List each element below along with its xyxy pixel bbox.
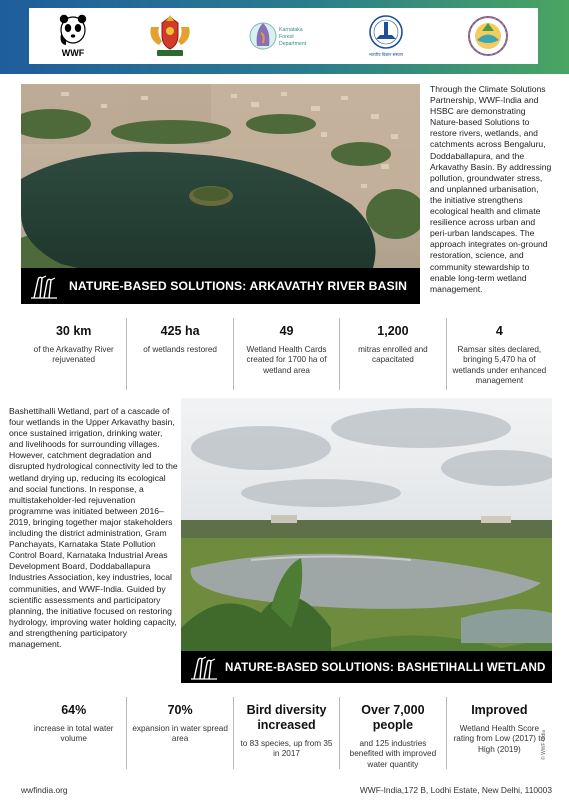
footer-address: WWF-India,172 B, Lodhi Estate, New Delhi, 110003 (359, 785, 552, 795)
stat-value: 49 (279, 324, 294, 338)
section2-stats (21, 697, 552, 769)
stat-item (127, 697, 233, 769)
partner-circular-logo (465, 12, 511, 60)
svg-text:Karnataka: Karnataka (279, 27, 304, 33)
stat-item (447, 318, 552, 390)
svg-text:Department: Department (279, 41, 307, 47)
stat-value: Improved (471, 703, 528, 717)
section2-title: NATURE-BASED SOLUTIONS: BASHETIHALLI WETLAND (225, 660, 546, 674)
svg-text:Forest: Forest (279, 34, 295, 40)
section1-stats (21, 318, 552, 390)
stat-item (234, 318, 340, 390)
heron-icon (189, 653, 219, 681)
stat-label: of wetlands restored (143, 345, 217, 354)
photo-credit: © WWF-India (541, 729, 547, 760)
stat-value: 1,200 (377, 324, 409, 338)
indian-institute-of-science-logo (362, 12, 410, 60)
stat-value: Bird diversity increased (246, 703, 327, 732)
stat-label: mitras enrolled and capacitated (358, 345, 428, 365)
stat-label: expansion in water spread area (132, 724, 228, 744)
header-band (0, 0, 569, 74)
stat-item (340, 697, 446, 769)
stat-item (340, 318, 446, 390)
stat-value: 64% (61, 703, 87, 717)
stat-label: Ramsar sites declared, bringing 5,470 ha of wetlands under enhanced management (452, 345, 547, 386)
stat-item (127, 318, 233, 390)
section1-caption-bar (21, 268, 420, 304)
stat-value: Over 7,000 people (361, 703, 425, 732)
svg-text:WWF: WWF (62, 48, 85, 58)
bashetihalli-wetland-photo (181, 398, 552, 683)
section2-caption-bar (181, 651, 552, 683)
stat-value: 425 ha (160, 324, 200, 338)
footer-website: wwfindia.org (21, 785, 68, 795)
stat-item (234, 697, 340, 769)
stat-value: 70% (167, 703, 193, 717)
svg-text:भारतीय विज्ञान संस्थान: भारतीय विज्ञान संस्थान (368, 52, 404, 57)
section1-intro-text: Through the Climate Solutions Partnership, WWF-India and HSBC are demonstrating Nature-based Solutions to restore rivers, wetlands, and catchments across Bengaluru, Doddaballapura, and the Arkavathy Basin. By addressing pollution, groundwater stress, and unplanned urbanisation, the initiative strengthens ecological health and climate resilience across urban and peri-urban landscapes. The approach integrates on-ground restoration, science, and community stewardship to enable long-term wetland management. (430, 84, 552, 294)
stat-item (447, 697, 552, 769)
stat-label: and 125 industries benefited with improved water quantity (349, 739, 437, 769)
partner-logo-bar (29, 8, 538, 64)
stat-label: to 83 species, up from 35 in 2017 (240, 739, 333, 759)
karnataka-forest-department-logo (249, 12, 307, 60)
section2-body-text: Bashettihalli Wetland, part of a cascade of four wetlands in the Upper Arkavathy basin, once sustained irrigation, drinking water, and livelihoods for surrounding villages. However, catchment degradation and disrupted hydrological connectivity led to the wetland drying up, reducing its ecological and social functions. In response, a multistakeholder-led rejuvenation programme was initiated between 2016–2019, bringing together major stakeholders including the district administration, Gram Panchayats, Karnataka State Pollution Control Board, Karnataka Industrial Areas Development Board, Doddaballapura Industries Association, key industries, local communities, and WWF-India. Guided by scientific assessments and participatory planning, the initiative focused on restoring hydrology, improving water holding capacity, and strengthening participatory management. (9, 406, 178, 649)
heron-icon (29, 272, 59, 300)
stat-label: Wetland Health Cards created for 1700 ha of wetland area (246, 345, 327, 375)
stat-label: of the Arkavathy River rejuvenated (33, 345, 114, 365)
stat-label: Wetland Health Score rating from Low (2017) to High (2019) (453, 724, 546, 754)
stat-item (21, 318, 127, 390)
stat-value: 4 (495, 324, 503, 338)
section1-title: NATURE-BASED SOLUTIONS: ARKAVATHY RIVER BASIN (69, 279, 408, 293)
wwf-logo (56, 12, 90, 60)
stat-label: increase in total water volume (33, 724, 114, 744)
stat-value: 30 km (55, 324, 92, 338)
stat-item (21, 697, 127, 769)
karnataka-emblem-logo (145, 12, 195, 60)
